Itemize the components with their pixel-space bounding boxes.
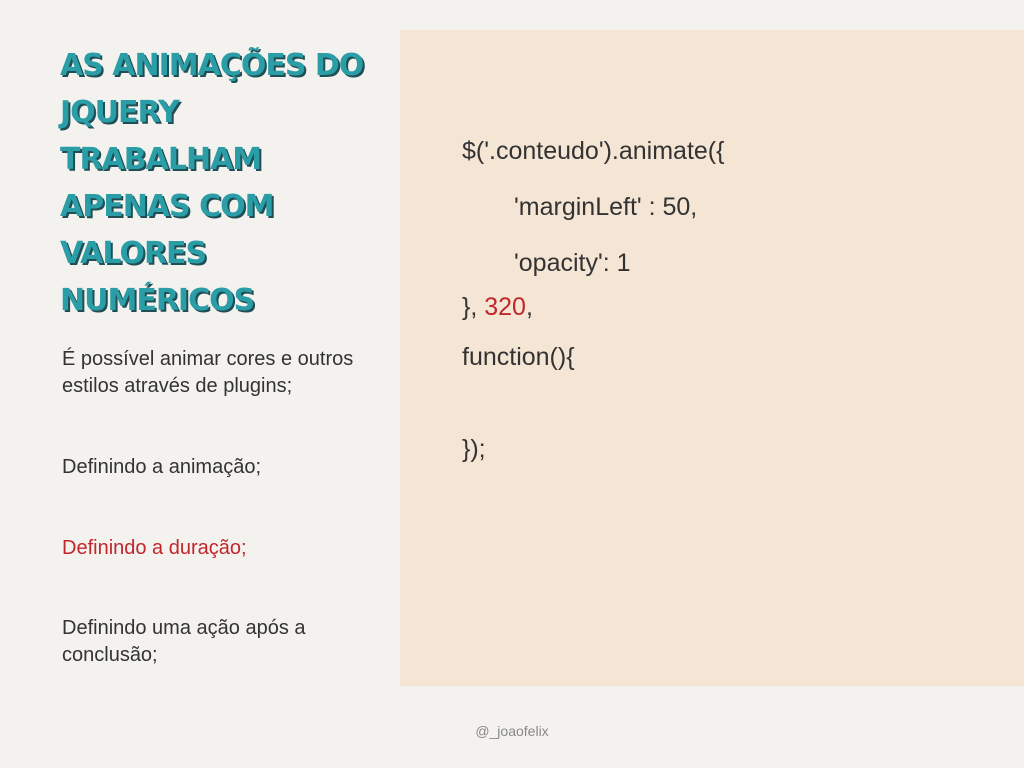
- bullet-item: É possível animar cores e outros estilos através de plugins;: [62, 348, 354, 397]
- bullet-item: Definindo uma ação após a conclusão;: [62, 617, 306, 666]
- slide-title: [60, 42, 390, 324]
- code-text: ,: [525, 293, 533, 321]
- title-line: APENAS COM: [60, 189, 274, 224]
- code-line: $('.conteudo').animate({: [462, 137, 725, 165]
- title-line: JQUERY: [60, 95, 179, 130]
- duration-value: 320: [484, 293, 526, 321]
- code-panel: [400, 30, 1024, 686]
- title-line: NUMÉRICOS: [60, 283, 255, 318]
- title-line: VALORES: [60, 236, 207, 271]
- code-line: [462, 292, 533, 322]
- code-line: 'marginLeft' : 50,: [514, 193, 698, 221]
- title-line: TRABALHAM: [60, 142, 262, 177]
- bullet-item: Definindo a animação;: [62, 456, 262, 478]
- title-line: AS ANIMAÇÕES DO: [60, 48, 364, 83]
- author-handle: @_joaofelix: [475, 723, 549, 739]
- code-text: },: [462, 293, 478, 321]
- code-line: });: [462, 435, 486, 463]
- code-line: 'opacity': 1: [514, 249, 631, 277]
- code-line: function(){: [462, 343, 575, 371]
- bullet-item-highlighted: Definindo a duração;: [62, 537, 247, 559]
